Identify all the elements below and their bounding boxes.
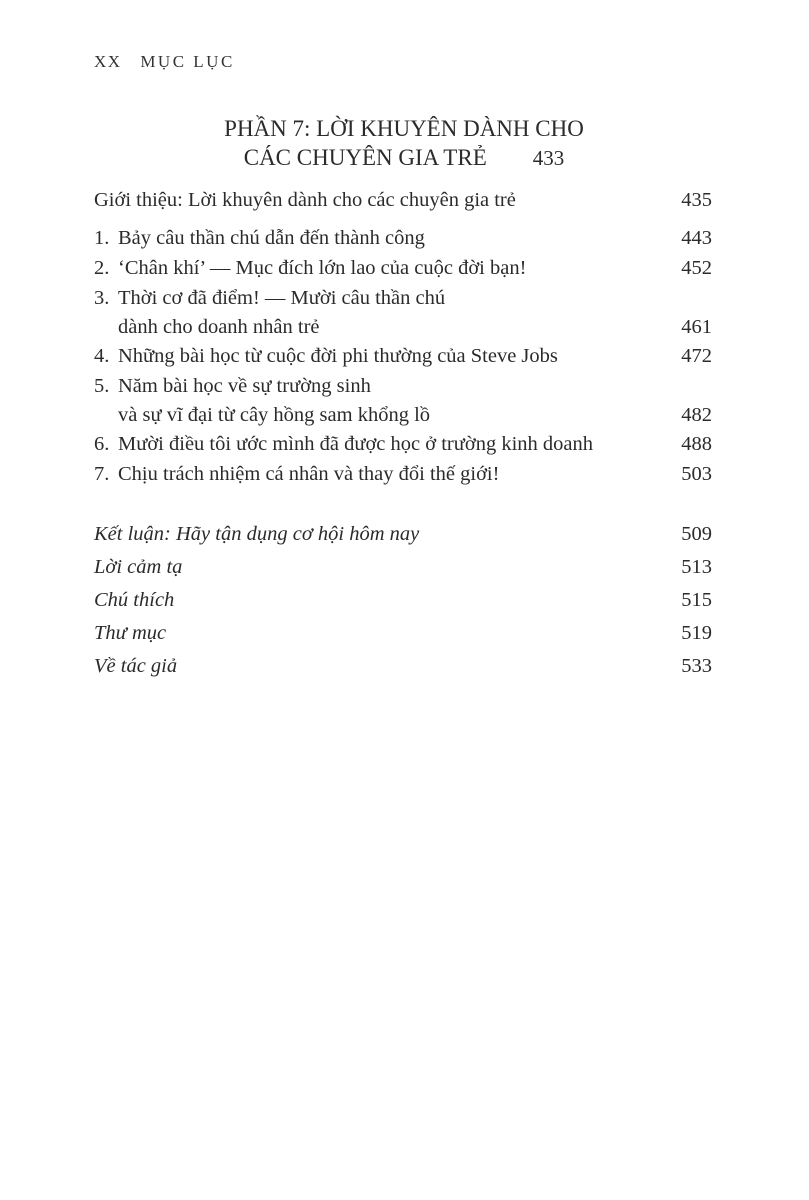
chapter-number: 7.	[94, 463, 110, 485]
toc-entry-page: 482	[681, 404, 712, 426]
chapter-number: 6.	[94, 433, 110, 455]
toc-entry-page: 509	[681, 523, 712, 545]
toc-entry-title-continued: và sự vĩ đại từ cây hồng sam khổng lồ	[118, 404, 431, 426]
toc-entry-page: 472	[681, 345, 712, 367]
toc-entry-title: Thư mục	[94, 622, 167, 644]
chapter-number: 4.	[94, 345, 110, 367]
toc-entry-chapter-4[interactable]	[94, 342, 712, 371]
toc-entry-page: 461	[681, 316, 712, 338]
toc-entry-chapter-7[interactable]	[94, 460, 712, 489]
toc-entry-intro[interactable]	[94, 186, 712, 215]
chapter-number: 1.	[94, 227, 110, 249]
toc-entry-about-author[interactable]	[94, 652, 712, 681]
toc-entry-page: 435	[681, 189, 712, 211]
running-head	[94, 52, 235, 72]
toc-entry-page: 513	[681, 556, 712, 578]
part-heading[interactable]	[94, 114, 714, 173]
toc-entry-acknowledgements[interactable]	[94, 553, 712, 582]
toc-entry-chapter-5[interactable]	[94, 372, 712, 430]
toc-entry-notes[interactable]	[94, 586, 712, 615]
toc-entry-title: Năm bài học về sự trường sinh	[118, 375, 371, 397]
toc-entry-title: ‘Chân khí’ — Mục đích lớn lao của cuộc đời bạn!	[118, 257, 527, 279]
toc-entry-page: 488	[681, 433, 712, 455]
toc-entry-title-continued: dành cho doanh nhân trẻ	[118, 316, 320, 338]
toc-entry-page: 503	[681, 463, 712, 485]
toc-entry-page: 452	[681, 257, 712, 279]
part-heading-line2: CÁC CHUYÊN GIA TRẺ	[243, 145, 487, 170]
toc-entry-title: Chú thích	[94, 589, 175, 611]
toc-entry-chapter-1[interactable]	[94, 224, 712, 253]
toc-entry-page: 533	[681, 655, 712, 677]
toc-entry-conclusion[interactable]	[94, 520, 712, 549]
chapter-number: 3.	[94, 287, 110, 309]
toc-entry-title: Lời cảm tạ	[94, 556, 183, 578]
toc-entry-page: 519	[681, 622, 712, 644]
page-folio: XX	[94, 52, 122, 71]
toc-entry-title: Mười điều tôi ước mình đã được học ở trường kinh doanh	[118, 433, 593, 455]
toc-entry-chapter-3[interactable]	[94, 284, 712, 342]
running-head-section: MỤC LỤC	[140, 52, 235, 71]
toc-entry-page: 443	[681, 227, 712, 249]
toc-entry-title: Kết luận: Hãy tận dụng cơ hội hôm nay	[94, 523, 420, 545]
toc-entry-title: Thời cơ đã điểm! — Mười câu thần chú	[118, 287, 446, 309]
toc-entry-title: Về tác giả	[94, 655, 178, 677]
toc-entry-title: Bảy câu thần chú dẫn đến thành công	[118, 227, 425, 249]
toc-entry-chapter-2[interactable]	[94, 254, 712, 283]
toc-entry-title: Giới thiệu: Lời khuyên dành cho các chuyên gia trẻ	[94, 189, 516, 211]
part-heading-line1: PHẦN 7: LỜI KHUYÊN DÀNH CHO	[224, 116, 584, 141]
toc-entry-title: Chịu trách nhiệm cá nhân và thay đổi thế giới!	[118, 463, 500, 485]
chapter-number: 2.	[94, 257, 110, 279]
toc-entry-bibliography[interactable]	[94, 619, 712, 648]
toc-entry-page: 515	[681, 589, 712, 611]
toc-entry-chapter-6[interactable]	[94, 430, 712, 459]
toc-entry-title: Những bài học từ cuộc đời phi thường của Steve Jobs	[118, 345, 558, 367]
chapter-number: 5.	[94, 375, 110, 397]
part-page-number: 433	[532, 146, 565, 170]
